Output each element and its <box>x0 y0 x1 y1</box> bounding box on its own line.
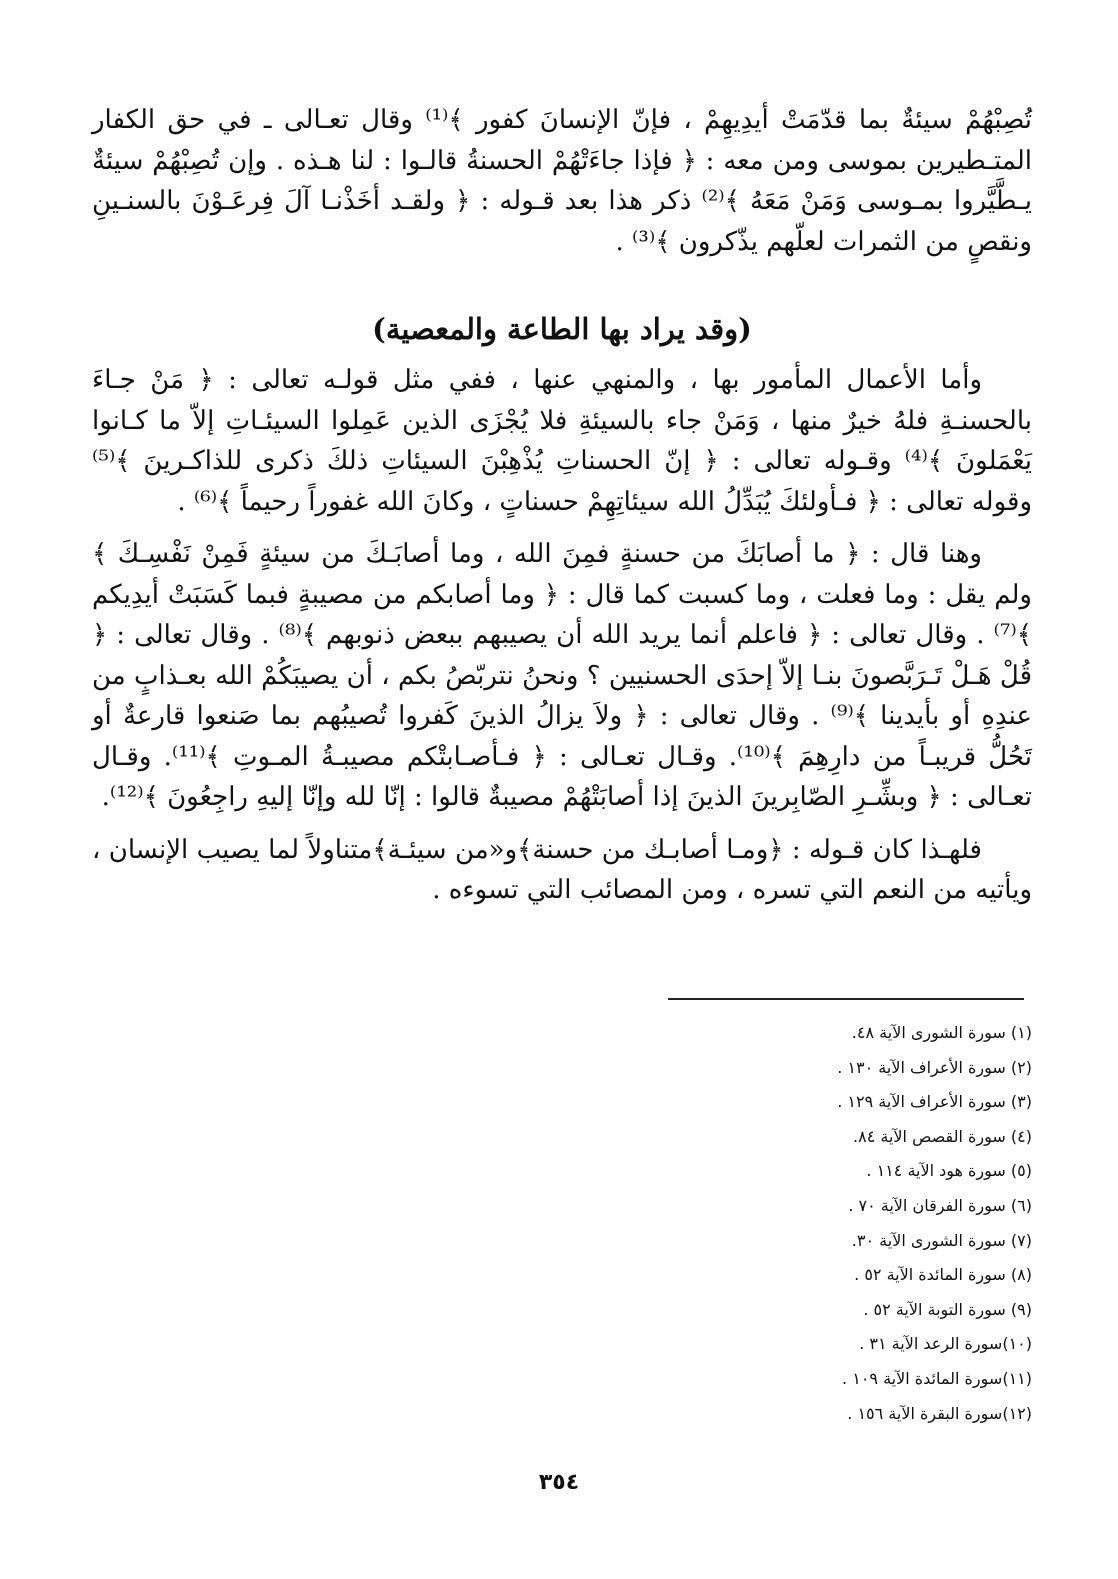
footnote-item: (٩) سورة التوبة الآية ٥٢ . <box>863 1299 1032 1319</box>
paragraph-4: فلهـذا كان قـوله : ﴿ومـا أصابـك من حسنة﴾و«من سيئـة﴾متناولاً لما يصيب الإنسان ، ويأتيه من النعم التي تسره ، ومن المصائب التي تسوءه . <box>92 834 1032 905</box>
footnote-item: (٥) سورة هود الآية ١١٤ . <box>866 1161 1032 1181</box>
footnote-item: (١٠)سورة الرعد الآية ٣١ . <box>859 1334 1032 1354</box>
paragraph-3: وهنا قال : ﴿ ما أصابَكَ من حسنةٍ فمِنَ الله ، وما أصابَـكَ من سيئةٍ فَمِنْ نَفْسِـكَ ﴾ ولم يقل : وما فعلت ، وما كسبت كما قال : ﴿ وما أصابكم من مصيبةٍ فبما كَسَبَتْ أيدِيكم ﴾⁽⁷⁾ . وقال تعالى : ﴿ فاعلم أنما يريد الله أن يصيبهم ببعض ذنوبهم ﴾⁽⁸⁾ . وقال تعالى : ﴿ قُلْ هَـلْ تَـرَبَّصونَ بنـا إلاّ إحدَى الحسنيين ؟ ونحنُ نتربّصُ بكم ، أن يصيبَكُمْ الله بعـذابٍ من عندِهِ أو بأيدينا ﴾⁽⁹⁾ . وقال تعالى : ﴿ ولاَ يزالُ الذينَ كَفروا تُصيبُهم بما صَنعوا قارعةٌ أو تَحُلُّ قريبـاً من دارِهِمَ ﴾⁽¹⁰⁾. وقـال تعـالى : ﴿ فـأصـابتْكم مصيبـةُ المـوتِ ﴾⁽¹¹⁾. وقـال تعـالى : ﴿ وبشِّـرِ الصّابِرينَ الذينَ إذا أصابَتْهُمْ مصيبةٌ قالوا : إنّا لله وإنّا إليهِ راجِعُونَ ﴾⁽¹²⁾. <box>92 539 1032 812</box>
footnote-item: (١٢)سورة البقرة الآية ١٥٦ . <box>847 1403 1032 1423</box>
footnote-item: (١١)سورة المائدة الآية ١٠٩ . <box>842 1368 1032 1388</box>
page-body <box>92 100 1032 911</box>
footnotes-list <box>620 1016 1032 1431</box>
footnote-item: (١) سورة الشورى الآية ٤٨. <box>851 1023 1032 1042</box>
page-number: ٣٥٤ <box>538 1470 580 1495</box>
footnote-item: (٢) سورة الأعراف الآية ١٣٠ . <box>837 1057 1032 1077</box>
footnote-item: (٣) سورة الأعراف الآية ١٢٩ . <box>837 1092 1032 1112</box>
footnote-item: (٧) سورة الشورى الآية ٣٠. <box>851 1230 1032 1250</box>
section-heading: (وقد يراد بها الطاعة والمعصية) <box>372 312 752 346</box>
footnote-item: (٨) سورة المائدة الآية ٥٢ . <box>854 1265 1032 1285</box>
footnote-item: (٦) سورة الفرقان الآية ٧٠ . <box>848 1195 1032 1215</box>
paragraph-1: تُصِبْهُمْ سيئةٌ بما قدّمَتْ أيدِيهِمْ ، فإنّ الإنسانَ كفور ﴾⁽¹⁾ وقال تعـالى ـ في حق الكفار المتـطيرين بموسى ومن معه : ﴿ فإذا جاءَتْهُمْ الحسنةُ قالـوا : لنا هـذه . وإن تُصِبْهُمْ سيئةٌ يـطَّيَّروا بمـوسى وَمَنْ مَعَهُ ﴾⁽²⁾ ذكر هذا بعد قـوله : ﴿ ولقـد أخَذْنـا آلَ فِرعَـوْنَ بالسنـينِ ونقصٍ من الثمرات لعلّهم يذّكرون ﴾⁽³⁾ . <box>92 105 1032 257</box>
paragraph-2: وأما الأعمال المأمور بها ، والمنهي عنها ، ففي مثل قولـه تعالى : ﴿ مَنْ جـاءَ بالحسنـةِ فلهُ خيرٌ منها ، وَمَنْ جاء بالسيئةِ فلا يُجْزَى الذين عَمِلوا السيئـاتِ إلاّ ما كـانوا يَعْمَلونَ ﴾⁽⁴⁾ وقـوله تعالى : ﴿ إنّ الحسناتِ يُذْهِبْنَ السيئاتِ ذلكَ ذكرى للذاكـرينَ ﴾⁽⁵⁾ وقوله تعالى : ﴿ فـأولئكَ يُبَدِّلُ الله سيئاتِهِمْ حسناتٍ ، وكانَ الله غفوراً رحيماً ﴾⁽⁶⁾ . <box>92 365 1033 517</box>
footnote-divider <box>668 998 1024 1000</box>
footnote-item: (٤) سورة القصص الآية ٨٤. <box>853 1126 1032 1146</box>
